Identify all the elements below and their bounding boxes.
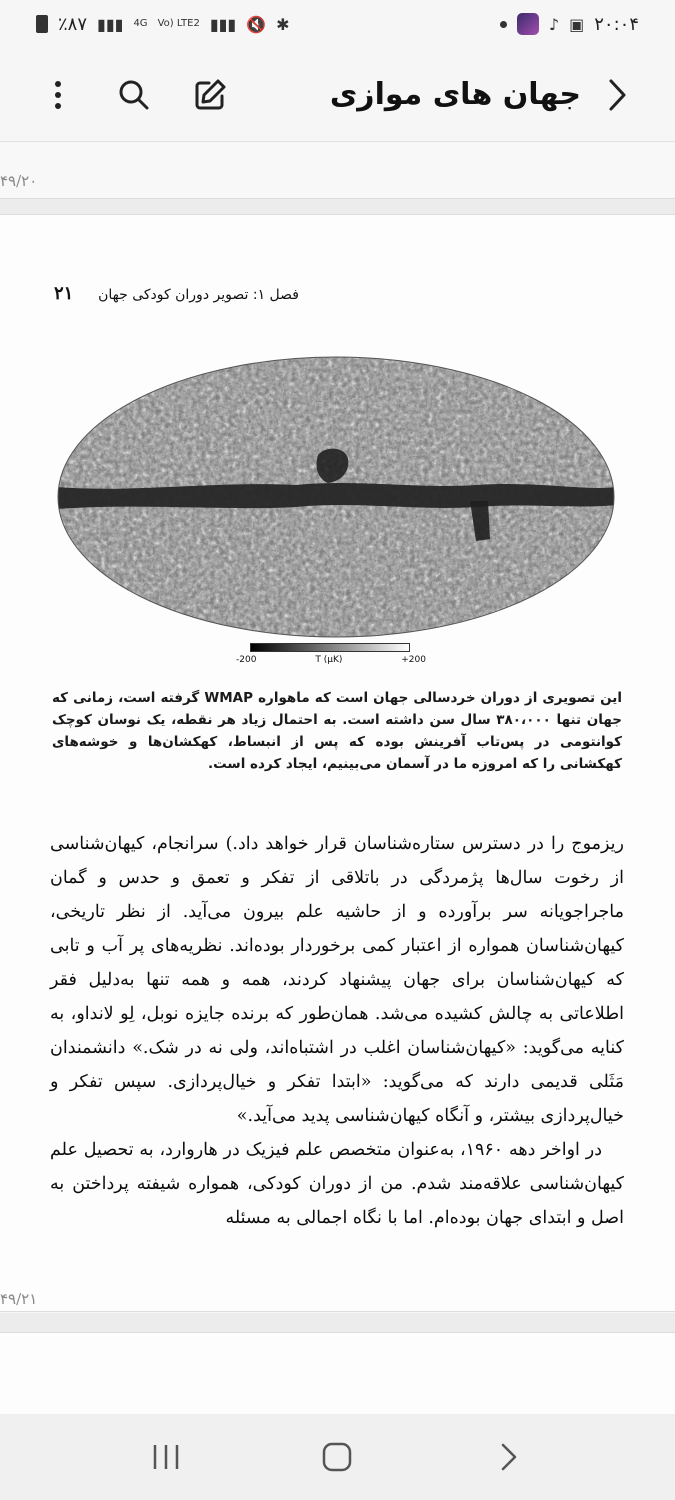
next-page-preview: [0, 1332, 675, 1422]
gallery-icon: ▣: [569, 14, 585, 34]
paragraph-2: در اواخر دهه ۱۹۶۰، به‌عنوان متخصص علم فیزیک در هاروارد، به تحصیل علم کیهان‌شناسی علاقه‌مند شدم. من از دوران کودکی، همواره شیفته پرداختن به اصل و ابتدای جهان بوده‌ام. اما با نگاه اجمالی به مسئله: [50, 1140, 624, 1228]
status-left: [36, 14, 290, 35]
scale-max: +200: [401, 655, 426, 665]
nav-back-button[interactable]: [479, 1427, 539, 1487]
status-bar: [0, 0, 675, 48]
app-notification-icon: [517, 13, 539, 35]
network-4g: 4G: [133, 18, 148, 29]
temperature-scale-labels: [236, 655, 426, 665]
temperature-scale: [236, 643, 426, 673]
app-header: [0, 48, 675, 142]
bluetooth-icon: ✱: [276, 14, 290, 34]
recent-apps-icon: [151, 1443, 181, 1471]
signal-icon: ▮▮▮: [97, 14, 124, 34]
chapter-page-number: ۲۱: [54, 283, 74, 304]
edit-icon: [193, 78, 227, 112]
current-page-number: ۴۹/۲۱: [0, 1290, 38, 1308]
chapter-title: فصل ۱: تصویر دوران کودکی جهان: [98, 287, 299, 303]
signal-icon-2: ▮▮▮: [209, 14, 237, 34]
battery-icon: [36, 15, 48, 33]
paragraph-1: ریزموج را در دسترس ستاره‌شناسان قرار خواهد داد.) سرانجام، کیهان‌شناسی از رخوت سال‌ها پژمردگی در باتلاقی از تفکر و تعمق و حدس و گمان ماجراجویانه سر برآورده و از حاشیه علم بیرون می‌آید. از نظر تاریخی، کیهان‌شناسان همواره از اعتبار کمی برخوردار بوده‌اند. نظریه‌های پر آب و تابی که کیهان‌شناسان برای جهان پیشنهاد کردند، همه و همه تنها به‌دلیل فقر اطلاعاتی به چالش کشیده می‌شد. همان‌طور که برنده جایزه نوبل، لِو لانداو، به کنایه می‌گوید: «کیهان‌شناسان اغلب در اشتباه‌اند، ولی نه در شک.» دانشمندان مَثَلی قدیمی دارند که می‌گوید: «ابتدا تفکر و خیال‌پردازی. سپس تفکر و خیال‌پردازی بیشتر، و آنگاه کیهان‌شناسی پدید می‌آید.»: [50, 834, 624, 1126]
tiktok-icon: ♪: [548, 14, 560, 34]
back-button[interactable]: [599, 77, 635, 113]
back-chevron-icon: [607, 78, 627, 112]
scale-min: -200: [236, 655, 257, 665]
network-volte: Vo) LTE2: [157, 18, 200, 29]
system-nav-bar: [0, 1414, 675, 1500]
status-right: [500, 13, 639, 35]
page-gap: [0, 199, 675, 214]
battery-level: ٪۸۷: [58, 13, 88, 35]
scale-unit: T (µK): [315, 655, 343, 665]
page-title: جهان های موازی: [329, 77, 581, 112]
header-actions: [40, 77, 228, 113]
temperature-scale-bar: [250, 643, 410, 652]
previous-page-strip: [0, 143, 675, 199]
header-title-wrap: [330, 77, 635, 113]
recent-apps-button[interactable]: [136, 1427, 196, 1487]
edit-button[interactable]: [192, 77, 228, 113]
nav-back-icon: [500, 1442, 518, 1472]
figure-caption: این تصویری از دوران خردسالی جهان است که ماهواره WMAP گرفته است، زمانی که جهان تنها ۳۸۰،۰۰۰ سال سن داشته است. به احتمال زیاد هر نقطه، یک نوسان کوچک کوانتومی در پس‌تاب آفرینش بوده که پس از انبساط، کهکشان‌ها و خوشه‌های کهکشانی را که امروزه ما در آسمان می‌بینیم، ایجاد کرده است.: [52, 690, 622, 772]
more-options-button[interactable]: [40, 77, 76, 113]
home-button[interactable]: [307, 1427, 367, 1487]
mute-icon: 🔇: [246, 14, 267, 34]
body-text: [50, 827, 624, 1235]
search-button[interactable]: [116, 77, 152, 113]
clock: ۲۰:۰۴: [594, 13, 639, 35]
page-gap-2: [0, 1313, 675, 1332]
chapter-header: [54, 283, 299, 304]
book-page: [0, 214, 675, 1312]
home-icon: [322, 1442, 352, 1472]
prev-page-number: ۴۹/۲۰: [0, 172, 38, 190]
cmb-sky-map-image: [56, 355, 616, 640]
search-icon: [118, 79, 150, 111]
notification-dot-icon: [500, 21, 507, 28]
more-vert-icon: [54, 80, 62, 110]
